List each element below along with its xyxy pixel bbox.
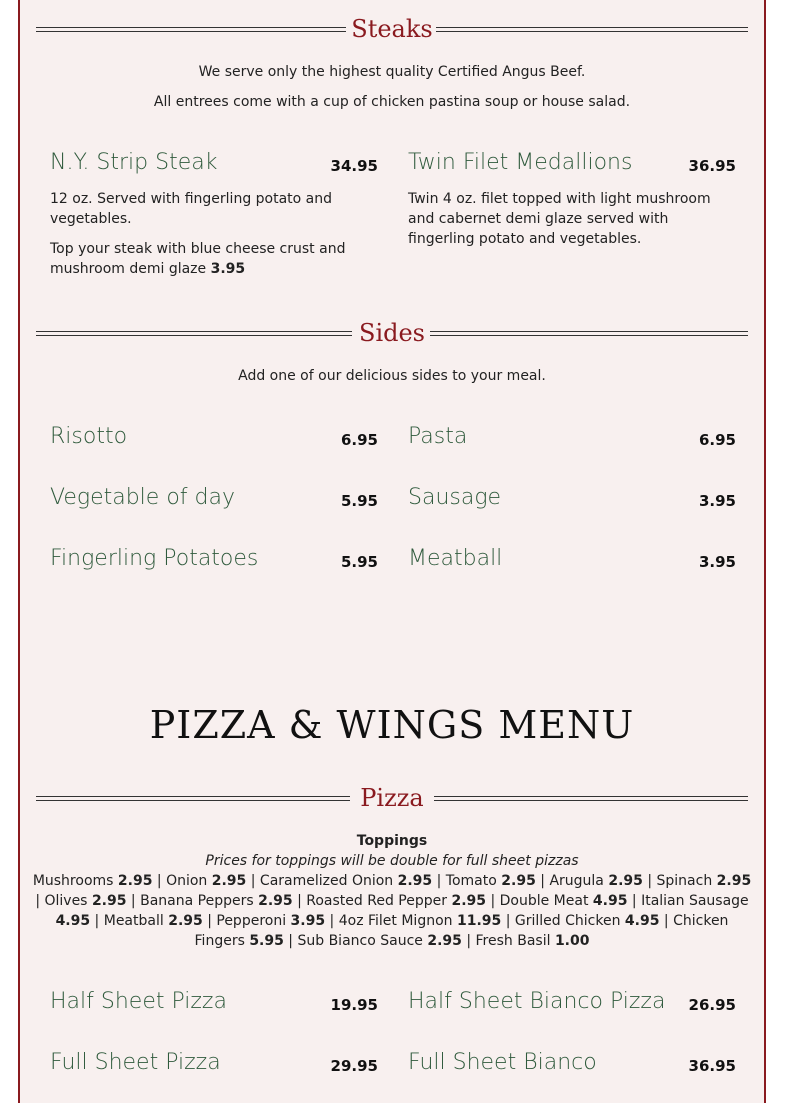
topping-item	[216, 913, 325, 929]
topping-price: 2.95	[117, 873, 153, 889]
menu-item-price: 3.95	[698, 553, 736, 571]
topping-price: 2.95	[608, 873, 643, 889]
menu-item-price: 34.95	[330, 157, 378, 175]
topping-price: 2.95	[716, 873, 752, 889]
topping-item	[33, 873, 153, 889]
topping-name: Olives	[44, 893, 92, 909]
steaks-intro: All entrees come with a cup of chicken pastina soup or house salad.	[153, 94, 631, 110]
menu-item-name: Pasta	[408, 424, 468, 449]
toppings-note: Prices for toppings will be double for full sheet pizzas	[205, 853, 579, 869]
divider	[436, 27, 748, 32]
menu-item-price: 19.95	[330, 996, 378, 1014]
topping-price: 2.95	[397, 873, 433, 889]
topping-price: 5.95	[249, 933, 284, 949]
sides-intro: Add one of our delicious sides to your meal.	[238, 368, 546, 384]
topping-price: 2.95	[168, 913, 203, 929]
menu-item-price: 36.95	[688, 157, 736, 175]
topping-item	[549, 873, 642, 889]
menu-item-price: 6.95	[340, 431, 378, 449]
menu-item-price: 3.95	[698, 492, 736, 510]
topping-price: 2.95	[501, 873, 536, 889]
section-title: Pizza	[360, 784, 424, 812]
topping-name: Chicken Fingers	[194, 913, 729, 949]
menu-item-name: Half Sheet Pizza	[50, 989, 227, 1014]
menu-item-name: Twin Filet Medallions	[408, 150, 633, 175]
topping-item	[306, 893, 486, 909]
topping-item	[260, 873, 432, 889]
topping-price: 4.95	[592, 893, 628, 909]
menu-item-name: Sausage	[408, 485, 502, 510]
menu-item-name: N.Y. Strip Steak	[50, 150, 218, 175]
menu-item-name: Vegetable of day	[50, 485, 235, 510]
section-title: Steaks	[351, 15, 433, 43]
menu-item-name: Risotto	[50, 424, 128, 449]
menu-item-price: 26.95	[688, 996, 736, 1014]
menu-item-price: 36.95	[688, 1057, 736, 1075]
topping-item	[44, 893, 126, 909]
topping-item	[657, 873, 752, 889]
menu-item-description: 12 oz. Served with fingerling potato and vegetables.	[50, 191, 333, 227]
topping-price: 2.95	[211, 873, 247, 889]
menu-page	[18, 0, 766, 1103]
topping-name: Pepperoni	[216, 913, 291, 929]
topping-price: 2.95	[451, 893, 486, 909]
divider	[434, 796, 748, 801]
menu-item-name: Meatball	[408, 546, 503, 571]
section-title: Sides	[359, 319, 425, 347]
topping-item	[297, 933, 461, 949]
topping-item	[166, 873, 246, 889]
menu-item-name: Fingerling Potatoes	[50, 546, 259, 571]
topping-price: 2.95	[91, 893, 127, 909]
menu-item-price: 5.95	[340, 553, 378, 571]
topping-name: Caramelized Onion	[259, 873, 398, 889]
topping-item	[515, 913, 660, 929]
topping-price: 4.95	[55, 913, 91, 929]
topping-name: Italian Sausage	[641, 893, 749, 909]
topping-name: Sub Bianco Sauce	[297, 933, 428, 949]
topping-item	[500, 893, 628, 909]
menu-item-name: Half Sheet Bianco Pizza	[408, 989, 666, 1014]
steaks-header	[36, 14, 748, 44]
menu-title: PIZZA & WINGS MENU	[149, 703, 635, 747]
topping-name: 4oz Filet Mignon	[338, 913, 457, 929]
toppings-list: Mushrooms 2.95 | Onion 2.95 | Caramelized Onion 2.95 | Tomato 2.95 | Arugula 2.95 | Spinach 2.95 | Olives 2.95 | Banana Peppers 2.95 | Roasted Red Pepper 2.95 | Double Meat 4.95 | Italian Sausage 4.95 | Meatball 2.95 | Pepperoni 3.95 | 4oz Filet Mignon 11.95 | Grilled Chicken 4.95 | Chicken Fingers 5.95 | Sub Bianco Sauce 2.95 | Fresh Basil 1.00	[32, 873, 752, 949]
topping-item	[446, 873, 536, 889]
topping-price: 4.95	[624, 913, 660, 929]
toppings-label: Toppings	[356, 833, 428, 849]
topping-item	[104, 913, 203, 929]
menu-item-price: 6.95	[698, 431, 736, 449]
menu-item-addon	[50, 239, 350, 279]
topping-price: 1.00	[554, 933, 590, 949]
topping-price: 3.95	[290, 913, 326, 929]
pizza-header	[36, 783, 748, 813]
topping-item	[476, 933, 590, 949]
menu-item-description: Twin 4 oz. filet topped with light mushroom and cabernet demi glaze served with fingerling potato and vegetables.	[408, 191, 711, 247]
topping-name: Fresh Basil	[475, 933, 555, 949]
menu-item-name: Full Sheet Bianco	[408, 1050, 597, 1075]
menu-item-name: Full Sheet Pizza	[50, 1050, 221, 1075]
topping-name: Roasted Red Pepper	[306, 893, 452, 909]
topping-name: Grilled Chicken	[514, 913, 625, 929]
topping-name: Double Meat	[499, 893, 593, 909]
steaks-intro: We serve only the highest quality Certified Angus Beef.	[198, 64, 586, 80]
topping-name: Meatball	[103, 913, 169, 929]
sides-header	[36, 318, 748, 348]
addon-text: Top your steak with blue cheese crust and mushroom demi glaze	[50, 241, 346, 277]
topping-name: Tomato	[445, 873, 502, 889]
menu-item-price: 29.95	[330, 1057, 378, 1075]
topping-name: Arugula	[549, 873, 609, 889]
topping-name: Banana Peppers	[140, 893, 259, 909]
topping-price: 11.95	[456, 913, 502, 929]
topping-name: Spinach	[656, 873, 717, 889]
topping-item	[140, 893, 293, 909]
topping-price: 2.95	[427, 933, 462, 949]
toppings-block	[30, 831, 754, 951]
menu-item-price: 5.95	[340, 492, 378, 510]
topping-item	[339, 913, 502, 929]
topping-price: 2.95	[258, 893, 293, 909]
addon-price: 3.95	[210, 261, 246, 277]
topping-name: Mushrooms	[32, 873, 118, 889]
topping-name: Onion	[166, 873, 212, 889]
divider	[430, 331, 748, 336]
